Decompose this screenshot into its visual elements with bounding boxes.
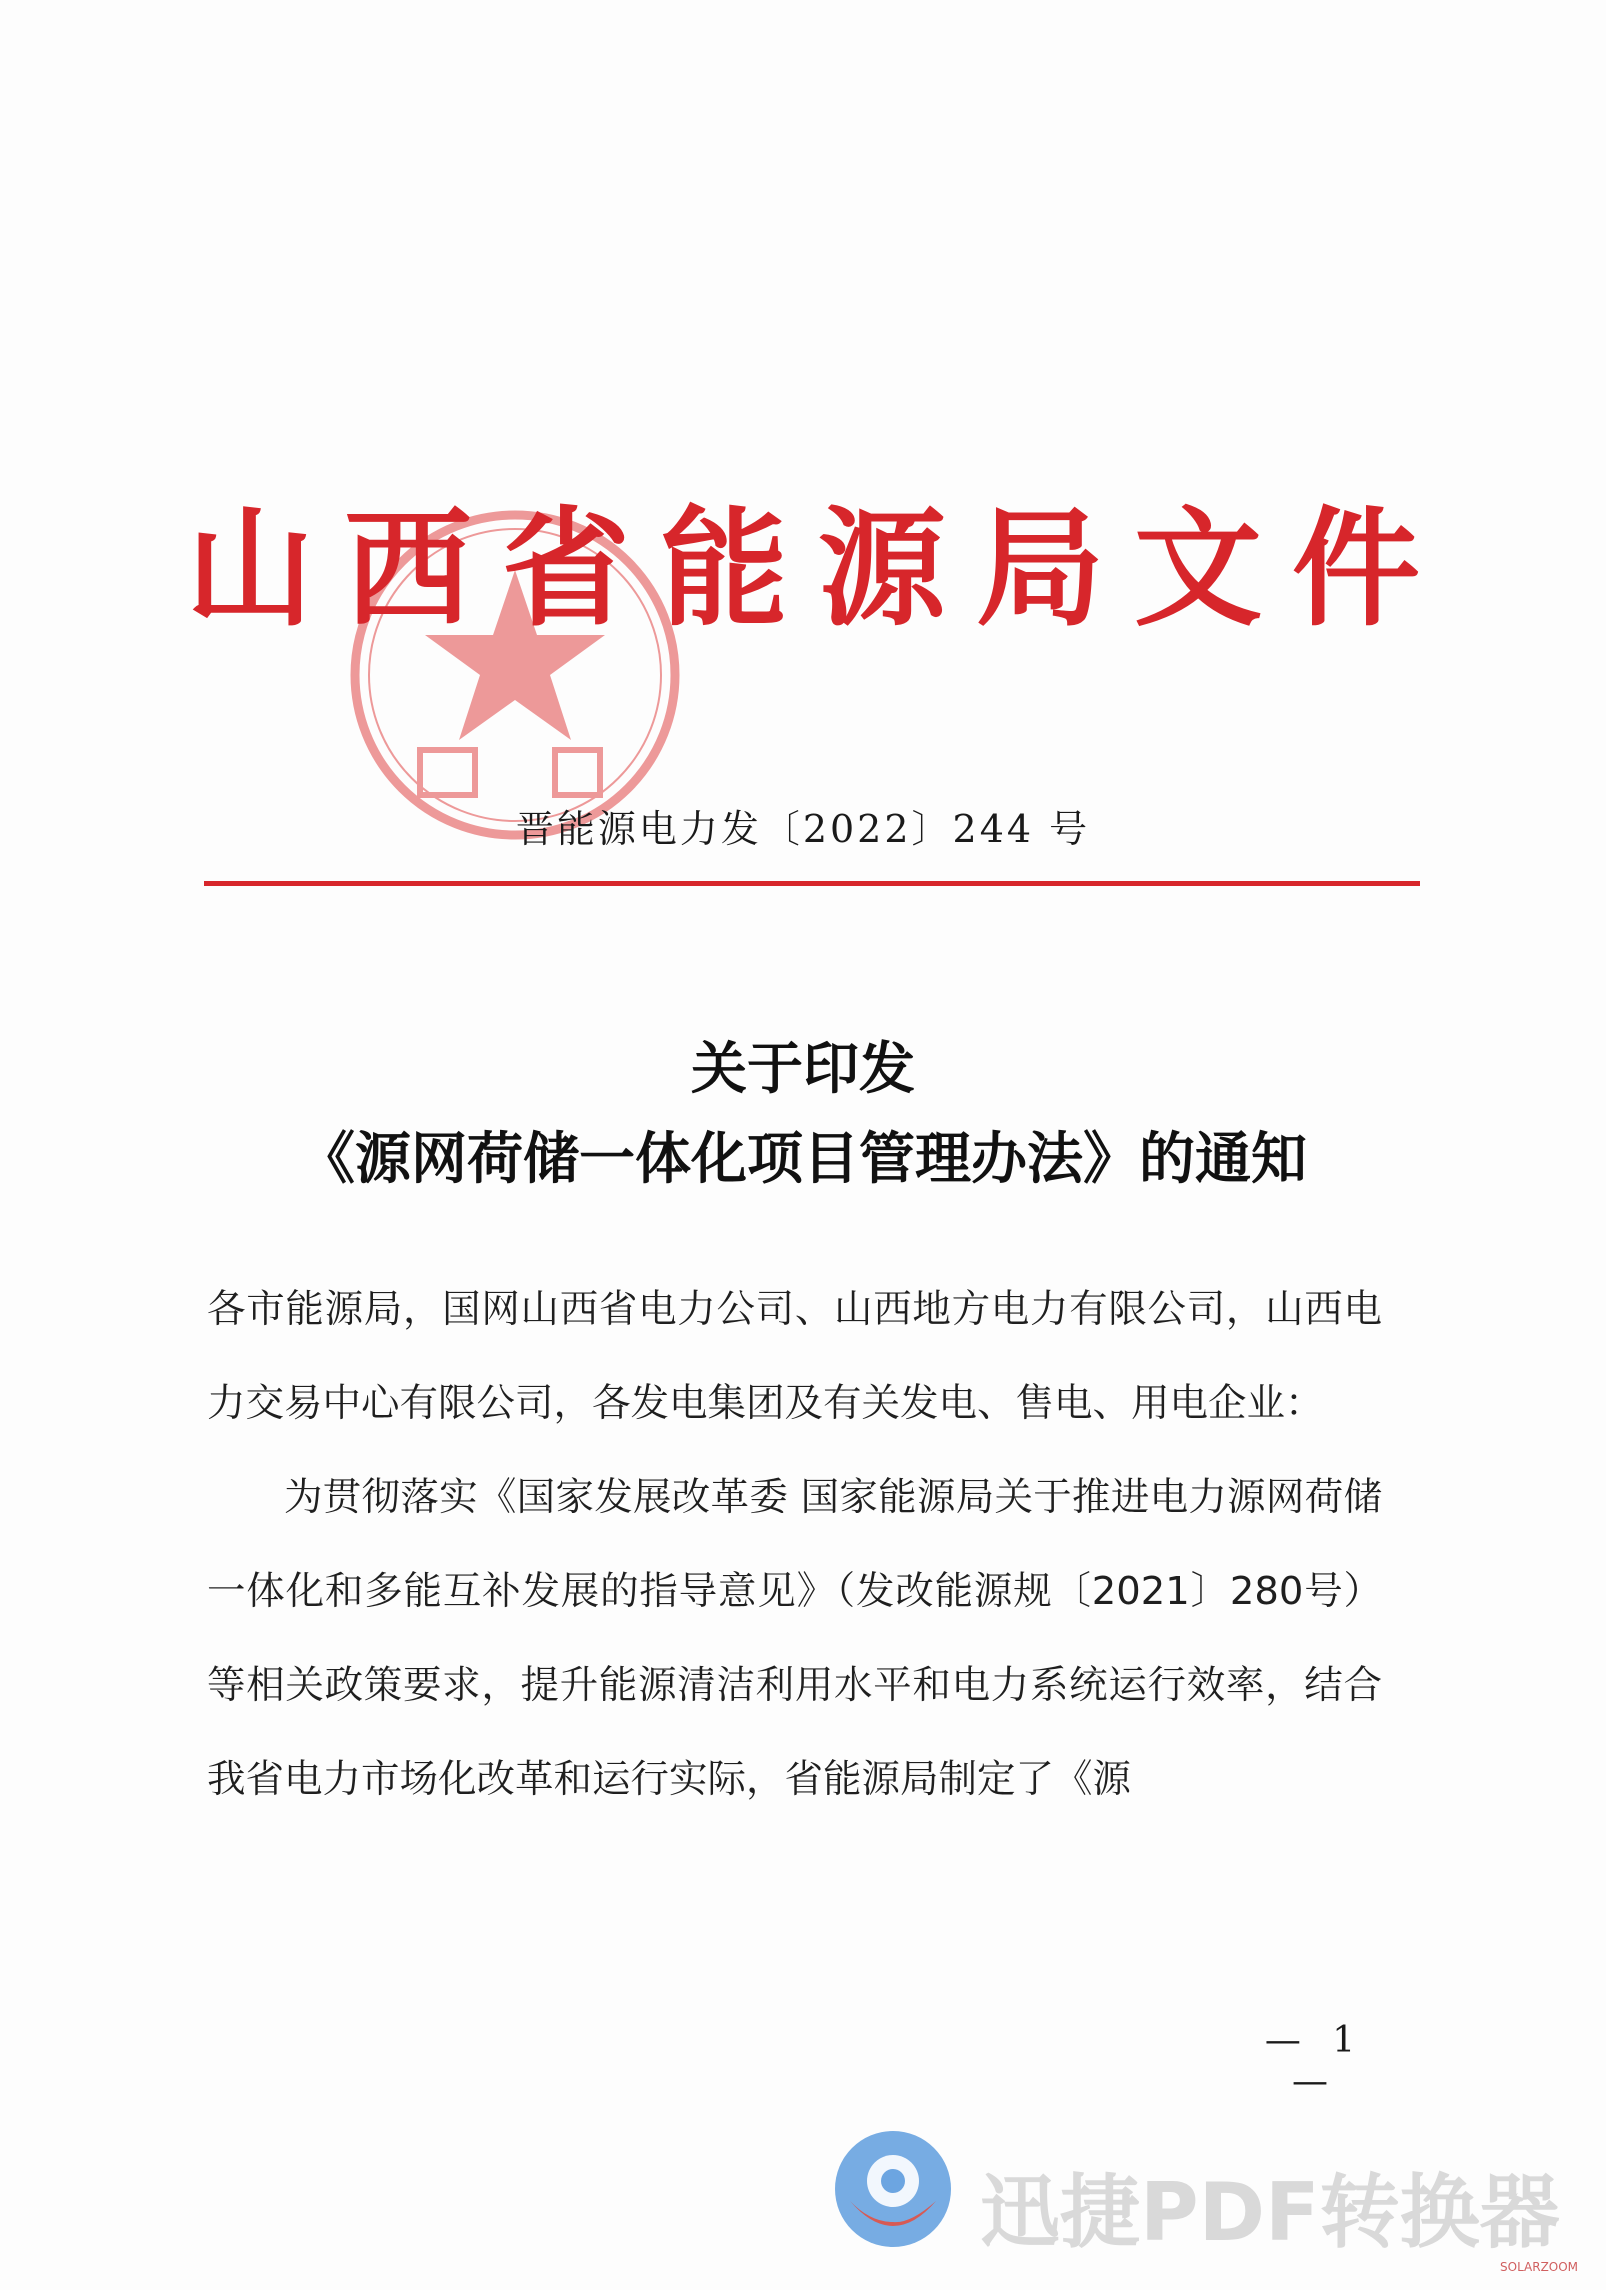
converter-watermark	[830, 2118, 1600, 2258]
converter-brand-text: 迅捷PDF转换器	[980, 2166, 1560, 2259]
bleed-through-text	[460, 305, 1410, 345]
red-divider	[204, 881, 1420, 886]
issuing-authority-header: 山西省能源局文件	[185, 494, 1450, 644]
corner-watermark-text: SOLARZOOM	[1500, 2260, 1579, 2274]
notice-title-line2: 《源网荷储一体化项目管理办法》的通知	[299, 1126, 1307, 1192]
body-paragraph: 为贯彻落实《国家发展改革委 国家能源局关于推进电力源网荷储一体化和多能互补发展的指导意见》（发改能源规〔2021〕280号）等相关政策要求，提升能源清洁利用水平和电力系统运行效率，结合我省电力市场化改革和运行实际，省能源局制定了《源	[207, 1475, 1382, 1802]
page-number: — 1 —	[1264, 2020, 1366, 2102]
document-number: 晋能源电力发〔2022〕244 号	[515, 807, 1091, 851]
notice-title-line1: 关于印发	[691, 1036, 915, 1102]
addressees-paragraph: 各市能源局，国网山西省电力公司、山西地方电力有限公司，山西电力交易中心有限公司，各发电集团及有关发电、售电、用电企业：	[207, 1287, 1382, 1426]
converter-logo-icon	[830, 2126, 956, 2252]
notice-body	[207, 1263, 1382, 1827]
